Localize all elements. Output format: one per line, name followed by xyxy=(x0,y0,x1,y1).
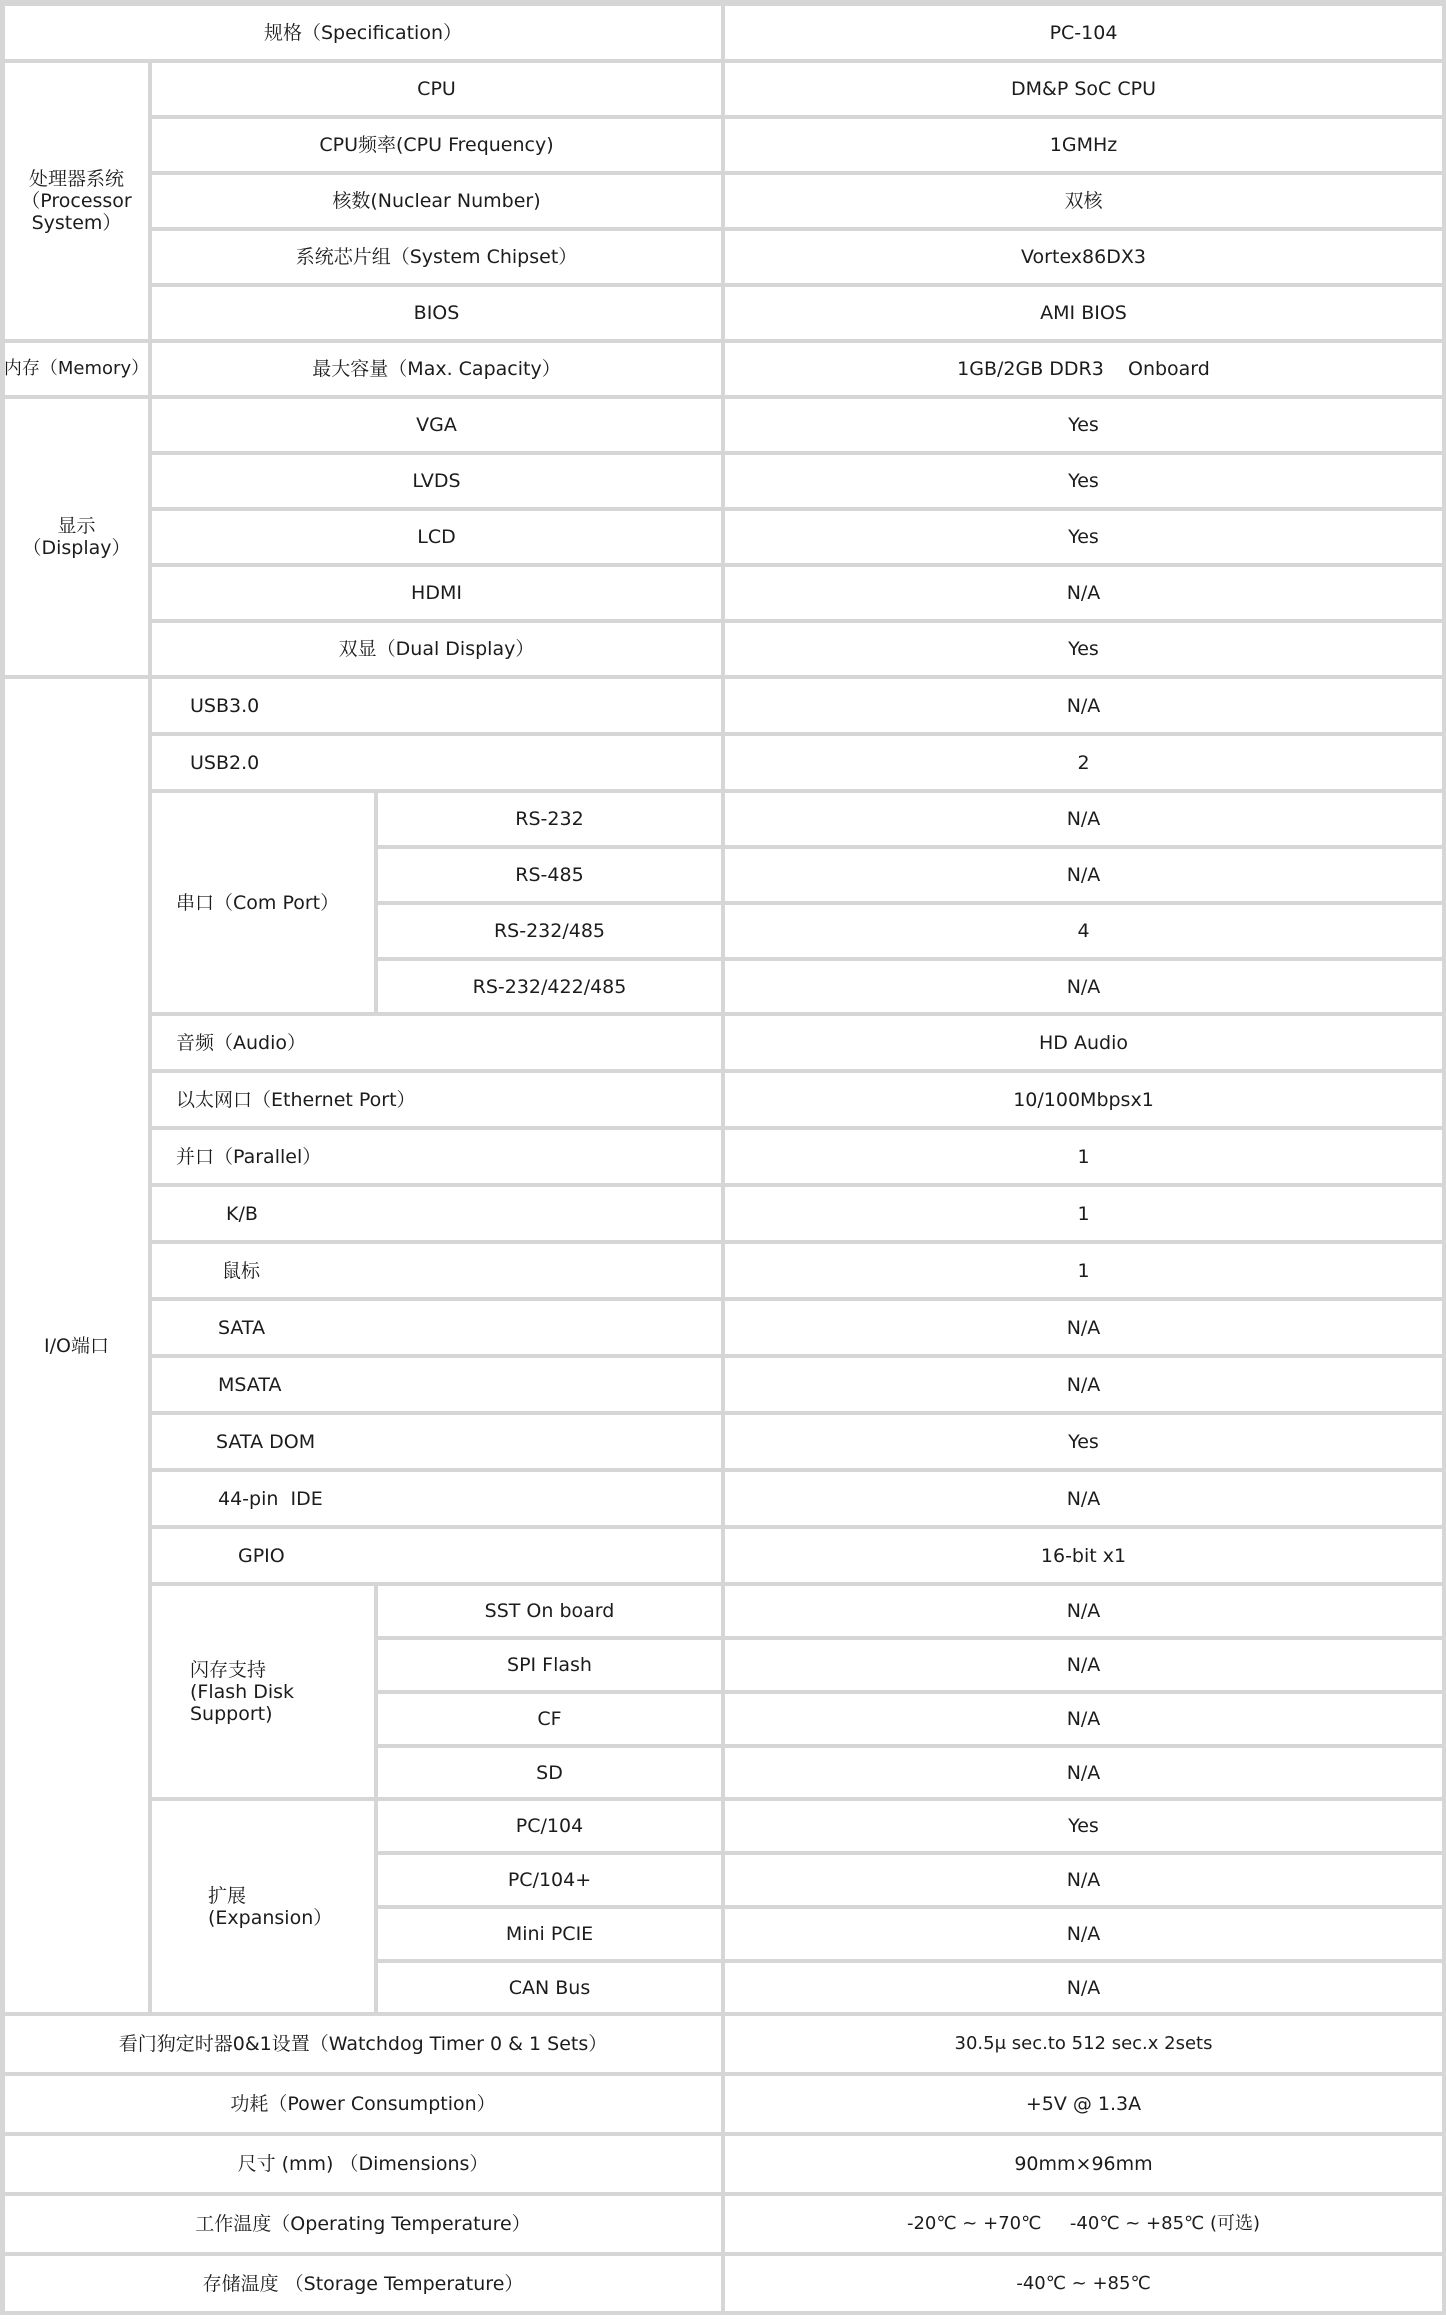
sst-label: SST On board xyxy=(484,1600,615,1622)
power-label-cell xyxy=(5,2076,725,2136)
storage-temp-label: 存储温度 （Storage Temperature） xyxy=(202,2272,524,2295)
cf-value: N/A xyxy=(1066,1708,1101,1730)
rs232-label: RS-232 xyxy=(515,808,584,830)
watchdog-label-cell xyxy=(5,2016,725,2076)
mini-pcie-label: Mini PCIE xyxy=(505,1923,594,1945)
cpu-frequency-value: 1GMHz xyxy=(1049,134,1118,156)
processor-group-cell xyxy=(5,63,152,343)
cpu-label: CPU xyxy=(417,78,456,100)
mini-pcie-value: N/A xyxy=(1066,1923,1101,1945)
pc104-plus-value: N/A xyxy=(1066,1869,1101,1891)
cpu-label-cell xyxy=(152,63,725,119)
dual-display-label: 双显（Dual Display） xyxy=(338,638,535,660)
io-group-cell xyxy=(5,679,152,2016)
dimensions-value-cell xyxy=(725,2136,1446,2196)
sata-dom-label: SATA DOM xyxy=(216,1430,316,1453)
ide-label-cell xyxy=(152,1472,725,1529)
rs232-label-cell xyxy=(378,793,725,849)
rs485-label-cell xyxy=(378,849,725,905)
rs232-422-485-value-cell xyxy=(725,961,1446,1016)
parallel-value: 1 xyxy=(1077,1145,1090,1168)
parallel-value-cell xyxy=(725,1130,1446,1187)
kb-value: 1 xyxy=(1077,1202,1090,1225)
rs232-422-485-label-cell xyxy=(378,961,725,1016)
sd-value-cell xyxy=(725,1748,1446,1801)
gpio-value-cell xyxy=(725,1529,1446,1586)
bios-label: BIOS xyxy=(413,302,460,324)
msata-value: N/A xyxy=(1066,1373,1101,1396)
usb30-value-cell xyxy=(725,679,1446,736)
memory-value: 1GB/2GB DDR3 Onboard xyxy=(957,358,1210,380)
watchdog-label: 看门狗定时器0&1设置（Watchdog Timer 0 & 1 Sets） xyxy=(118,2033,608,2055)
power-value: +5V @ 1.3A xyxy=(1025,2093,1142,2115)
pc104-value: Yes xyxy=(1068,1815,1099,1837)
expansion-group-cell xyxy=(152,1801,378,2016)
usb20-label: USB2.0 xyxy=(190,751,260,774)
memory-group-label: 内存（Memory） xyxy=(3,358,150,379)
sata-value: N/A xyxy=(1066,1316,1101,1339)
sd-value: N/A xyxy=(1066,1761,1101,1784)
vga-label-cell xyxy=(152,399,725,455)
sst-value-cell xyxy=(725,1586,1446,1640)
expansion-group-label: 扩展 (Expansion） xyxy=(208,1884,333,1929)
dual-display-label-cell xyxy=(152,623,725,679)
hdmi-label-cell xyxy=(152,567,725,623)
sata-label-cell xyxy=(152,1301,725,1358)
spi-flash-value-cell xyxy=(725,1640,1446,1694)
ethernet-value: 10/100Mbpsx1 xyxy=(1013,1088,1154,1111)
msata-label-cell xyxy=(152,1358,725,1415)
sd-label: SD xyxy=(536,1761,563,1784)
power-label: 功耗（Power Consumption） xyxy=(230,2093,496,2115)
chipset-value-cell xyxy=(725,231,1446,287)
rs232-value: N/A xyxy=(1066,808,1101,830)
power-value-cell xyxy=(725,2076,1446,2136)
audio-label-cell xyxy=(152,1016,725,1073)
lvds-label-cell xyxy=(152,455,725,511)
lvds-value-cell xyxy=(725,455,1446,511)
spec-value: PC-104 xyxy=(1049,21,1118,44)
memory-value-cell xyxy=(725,343,1446,399)
audio-value: HD Audio xyxy=(1039,1031,1128,1054)
can-bus-value: N/A xyxy=(1066,1976,1101,1999)
rs485-value: N/A xyxy=(1066,864,1101,886)
core-count-label: 核数(Nuclear Number) xyxy=(332,190,541,212)
gpio-label: GPIO xyxy=(238,1544,285,1567)
storage-temp-value-cell xyxy=(725,2256,1446,2315)
rs232-422-485-value: N/A xyxy=(1066,975,1101,998)
spi-flash-label: SPI Flash xyxy=(507,1654,592,1676)
usb20-value: 2 xyxy=(1077,751,1090,774)
core-count-value-cell xyxy=(725,175,1446,231)
pc104-label-cell xyxy=(378,1801,725,1855)
gpio-value: 16-bit x1 xyxy=(1040,1544,1127,1567)
cpu-frequency-label: CPU频率(CPU Frequency) xyxy=(319,134,554,156)
pc104-label: PC/104 xyxy=(515,1815,584,1837)
lcd-value-cell xyxy=(725,511,1446,567)
sst-value: N/A xyxy=(1066,1600,1101,1622)
com-port-group-label: 串口（Com Port） xyxy=(176,891,340,914)
bios-label-cell xyxy=(152,287,725,343)
storage-temp-value: -40℃ ~ +85℃ xyxy=(1016,2272,1151,2294)
pc104-plus-label: PC/104+ xyxy=(507,1869,592,1891)
sst-label-cell xyxy=(378,1586,725,1640)
chipset-label: 系统芯片组（System Chipset） xyxy=(295,246,578,268)
sd-label-cell xyxy=(378,1748,725,1801)
flash-group-label: 闪存支持 (Flash Disk Support) xyxy=(190,1658,295,1725)
mini-pcie-label-cell xyxy=(378,1909,725,1963)
spec-value-cell xyxy=(725,6,1446,63)
cf-label: CF xyxy=(537,1708,562,1730)
core-count-value: 双核 xyxy=(1064,190,1103,212)
com-port-group-cell xyxy=(152,793,378,1016)
operating-temp-label-cell xyxy=(5,2196,725,2256)
dimensions-label-cell xyxy=(5,2136,725,2196)
msata-value-cell xyxy=(725,1358,1446,1415)
storage-temp-label-cell xyxy=(5,2256,725,2315)
flash-group-cell xyxy=(152,1586,378,1801)
memory-label: 最大容量（Max. Capacity） xyxy=(312,358,561,380)
core-count-label-cell xyxy=(152,175,725,231)
bios-value-cell xyxy=(725,287,1446,343)
processor-group-label: 处理器系统 （Processor System） xyxy=(21,168,132,234)
sata-label: SATA xyxy=(218,1316,266,1339)
operating-temp-value: -20℃ ~ +70℃ -40℃ ~ +85℃ (可选) xyxy=(906,2213,1261,2234)
audio-label: 音频（Audio） xyxy=(176,1031,307,1054)
rs232-485-value-cell xyxy=(725,905,1446,961)
usb20-value-cell xyxy=(725,736,1446,793)
lvds-label: LVDS xyxy=(412,470,461,492)
kb-label-cell xyxy=(152,1187,725,1244)
kb-label: K/B xyxy=(226,1202,258,1225)
gpio-label-cell xyxy=(152,1529,725,1586)
vga-value: Yes xyxy=(1068,414,1099,436)
ethernet-value-cell xyxy=(725,1073,1446,1130)
ethernet-label-cell xyxy=(152,1073,725,1130)
watchdog-value-cell xyxy=(725,2016,1446,2076)
spi-flash-value: N/A xyxy=(1066,1654,1101,1676)
spec-label-cell xyxy=(5,6,725,63)
cpu-value: DM&P SoC CPU xyxy=(1011,78,1156,100)
mouse-value-cell xyxy=(725,1244,1446,1301)
memory-label-cell xyxy=(152,343,725,399)
lcd-value: Yes xyxy=(1068,526,1099,548)
can-bus-label: CAN Bus xyxy=(508,1976,591,1999)
vga-value-cell xyxy=(725,399,1446,455)
parallel-label: 并口（Parallel） xyxy=(176,1145,322,1168)
audio-value-cell xyxy=(725,1016,1446,1073)
lvds-value: Yes xyxy=(1068,470,1099,492)
watchdog-value: 30.5μ sec.to 512 sec.x 2sets xyxy=(954,2033,1213,2054)
rs232-485-label-cell xyxy=(378,905,725,961)
usb20-label-cell xyxy=(152,736,725,793)
display-group-label: 显示 （Display） xyxy=(22,515,131,559)
sata-value-cell xyxy=(725,1301,1446,1358)
lcd-label: LCD xyxy=(417,526,456,548)
sata-dom-value: Yes xyxy=(1068,1430,1099,1453)
mini-pcie-value-cell xyxy=(725,1909,1446,1963)
chipset-value: Vortex86DX3 xyxy=(1021,246,1146,268)
dimensions-value: 90mm×96mm xyxy=(1014,2153,1153,2175)
kb-value-cell xyxy=(725,1187,1446,1244)
hdmi-value-cell xyxy=(725,567,1446,623)
can-bus-value-cell xyxy=(725,1963,1446,2016)
mouse-label-cell xyxy=(152,1244,725,1301)
mouse-label: 鼠标 xyxy=(222,1259,261,1282)
memory-group-cell xyxy=(5,343,152,399)
chipset-label-cell xyxy=(152,231,725,287)
cpu-frequency-value-cell xyxy=(725,119,1446,175)
ide-value: N/A xyxy=(1066,1487,1101,1510)
rs232-485-label: RS-232/485 xyxy=(493,920,606,942)
usb30-label-cell xyxy=(152,679,725,736)
io-group-label: I/O端口 xyxy=(44,1334,109,1357)
spec-label: 规格（Specification） xyxy=(264,21,462,44)
can-bus-label-cell xyxy=(378,1963,725,2016)
msata-label: MSATA xyxy=(218,1373,282,1396)
spi-flash-label-cell xyxy=(378,1640,725,1694)
sata-dom-value-cell xyxy=(725,1415,1446,1472)
lcd-label-cell xyxy=(152,511,725,567)
operating-temp-label: 工作温度（Operating Temperature） xyxy=(195,2213,531,2235)
ide-value-cell xyxy=(725,1472,1446,1529)
usb30-value: N/A xyxy=(1066,694,1101,717)
bios-value: AMI BIOS xyxy=(1040,302,1127,324)
operating-temp-value-cell xyxy=(725,2196,1446,2256)
dual-display-value-cell xyxy=(725,623,1446,679)
rs232-485-value: 4 xyxy=(1077,920,1090,942)
ethernet-label: 以太网口（Ethernet Port） xyxy=(176,1088,416,1111)
cpu-frequency-label-cell xyxy=(152,119,725,175)
cf-label-cell xyxy=(378,1694,725,1748)
dual-display-value: Yes xyxy=(1068,638,1099,660)
rs485-value-cell xyxy=(725,849,1446,905)
rs485-label: RS-485 xyxy=(515,864,584,886)
display-group-cell xyxy=(5,399,152,679)
dimensions-label: 尺寸 (mm) （Dimensions） xyxy=(237,2153,489,2175)
rs232-value-cell xyxy=(725,793,1446,849)
usb30-label: USB3.0 xyxy=(190,694,260,717)
rs232-422-485-label: RS-232/422/485 xyxy=(472,975,627,998)
mouse-value: 1 xyxy=(1077,1259,1090,1282)
hdmi-value: N/A xyxy=(1066,582,1101,604)
parallel-label-cell xyxy=(152,1130,725,1187)
pc104-plus-value-cell xyxy=(725,1855,1446,1909)
vga-label: VGA xyxy=(416,414,457,436)
pc104-value-cell xyxy=(725,1801,1446,1855)
hdmi-label: HDMI xyxy=(411,582,462,604)
cf-value-cell xyxy=(725,1694,1446,1748)
cpu-value-cell xyxy=(725,63,1446,119)
ide-label: 44-pin IDE xyxy=(218,1487,323,1510)
sata-dom-label-cell xyxy=(152,1415,725,1472)
pc104-plus-label-cell xyxy=(378,1855,725,1909)
